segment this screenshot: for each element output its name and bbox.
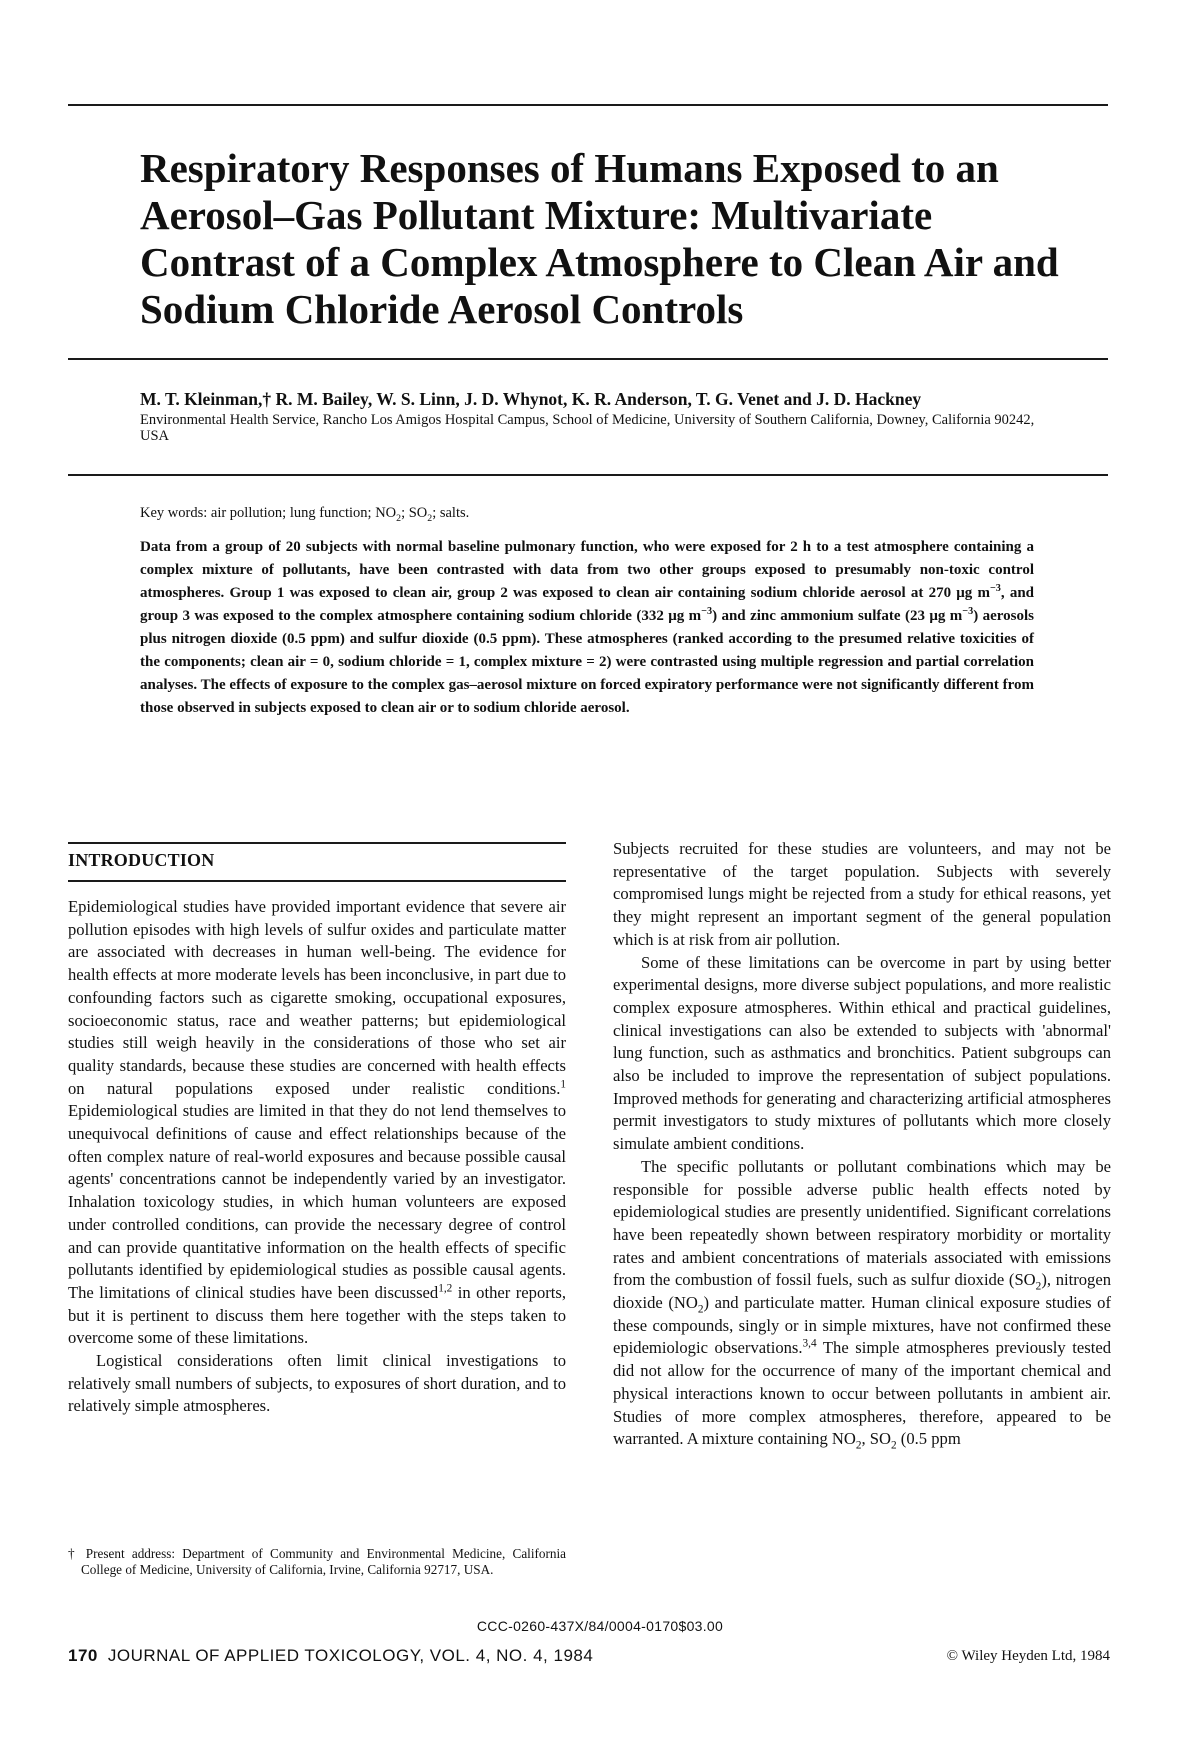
right-column (613, 838, 1111, 1451)
intro-paragraph-2: Logistical considerations often limit clinical investigations to relatively small numbers of subjects, to exposures of short duration, and to relatively simple atmospheres. (68, 1351, 566, 1416)
right-p3-part-e: , SO (861, 1429, 892, 1449)
abstract-part-1: Data from a group of 20 subjects with normal baseline pulmonary function, who were exposed for 2 h to a test atmosphere containing a complex mixture of pollutants, have been contrasted with data from two other groups exposed to presumably non-toxic control atmospheres. Group 1 was exposed to clean air, group 2 was exposed to clean air containing sodium chloride aerosol at 270 μg m (140, 539, 1034, 601)
intro-p1-sup-1: 1 (560, 1078, 566, 1091)
right-p3-sub-4: 2 (891, 1439, 897, 1452)
affiliation: Environmental Health Service, Rancho Los Amigos Hospital Campus, School of Medicine, University of Southern California, Downey, California 90242, USA (140, 412, 1035, 444)
intro-p1-sup-2: 1,2 (438, 1282, 453, 1295)
right-p3-sub-1: 2 (1035, 1280, 1042, 1293)
journal-name: JOURNAL OF APPLIED TOXICOLOGY, VOL. 4, NO. 4, 1984 (107, 1646, 594, 1665)
page-number: 170 (68, 1646, 98, 1665)
keywords (140, 505, 469, 522)
right-p3-part-a: The specific pollutants or pollutant combinations which may be responsible for possible adverse public health effects noted by epidemiological studies are presently unidentified. Significant correlations have been repeatedly shown between respiratory morbidity or mortality rates and ambient concentrations of materials associated with emissions from the combustion of fossil fuels, such as sulfur dioxide (SO (613, 1156, 1111, 1290)
abstract-part-4: ) aerosols plus nitrogen dioxide (0.5 ppm) and sulfur dioxide (0.5 ppm). These atmospheres (ranked according to the presumed relative toxicities of the components; clean air = 0, sodium chloride = 1, complex mixture = 2) were contrasted using multiple regression and partial correlation analyses. The effects of exposure to the complex gas–aerosol mixture on forced expiratory performance were not significantly different from those observed in subjects exposed to clean air or to sodium chloride aerosol. (140, 608, 1034, 716)
intro-top-rule (68, 842, 566, 844)
article-code: CCC-0260-437X/84/0004-0170$03.00 (476, 1618, 724, 1634)
keywords-sub-a: 2 (396, 512, 402, 524)
top-rule (68, 104, 1108, 106)
abstract-part-2: , and group 3 was exposed to the complex atmosphere containing sodium chloride (332 μg m (140, 585, 1035, 624)
right-p3-part-f: (0.5 ppm (896, 1429, 961, 1449)
abstract-sup-2: −3 (701, 606, 713, 617)
intro-bottom-rule (68, 880, 566, 882)
right-p3-part-d: The simple atmospheres previously tested did not allow for the occurrence of many of the important chemical and physical interactions known to occur between pollutants in ambient air. Studies of more complex atmospheres, therefore, appeared to be warranted. A mixture containing NO (613, 1338, 1111, 1449)
affiliation-rule (68, 474, 1108, 476)
right-p3-sub-2: 2 (697, 1303, 704, 1316)
article-title: Respiratory Responses of Humans Exposed to an Aerosol–Gas Pollutant Mixture: Multivariate Contrast of a Complex Atmosphere to Clean Air and Sodium Chloride Aerosol Controls (140, 145, 1059, 332)
abstract-sup-3: −3 (962, 606, 974, 617)
right-p3-part-c: ) and particulate matter. Human clinical exposure studies of these compounds, singly or in simple mixtures, have not confirmed these epidemiologic observations. (613, 1293, 1111, 1358)
footnote-text: † Present address: Department of Community and Environmental Medicine, California College of Medicine, University of California, Irvine, California 92717, USA. (68, 1546, 566, 1577)
section-heading-introduction: INTRODUCTION (68, 850, 215, 870)
page-footer-journal (68, 1646, 593, 1666)
left-column (68, 896, 566, 1418)
abstract-sup-1: −3 (989, 583, 1001, 594)
intro-paragraph-1 (68, 896, 566, 1350)
right-p3-sub-3: 2 (855, 1439, 862, 1452)
author-list: M. T. Kleinman,† R. M. Bailey, W. S. Linn, J. D. Whynot, K. R. Anderson, T. G. Venet and J. D. Hackney (140, 389, 922, 409)
right-p3-part-b: ), nitrogen dioxide (NO (613, 1270, 1111, 1313)
abstract (140, 536, 1034, 720)
intro-p1-part-c: in other reports, but it is pertinent to discuss them here together with the steps taken to overcome some of these limitations. (68, 1282, 566, 1348)
intro-p1-part-b: Epidemiological studies are limited in that they do not lend themselves to unequivocal definitions of cause and effect relationships because of the often complex nature of real-world exposures and because possible causal agents' concentrations cannot be independently varied by an investigator. Inhalation toxicology studies, in which human volunteers are exposed under controlled conditions, can provide the necessary degree of control and can provide quantitative information on the health effects of specific pollutants identified by epidemiological studies as possible causal agents. The limitations of clinical studies have been discussed (68, 1101, 566, 1302)
right-paragraph-1: Subjects recruited for these studies are volunteers, and may not be representative of the target population. Subjects with severely compromised lungs might be rejected from a study for ethical reasons, yet they might represent an important segment of the general population which is at risk from air pollution. (613, 839, 1111, 949)
intro-p1-part-a: Epidemiological studies have provided important evidence that severe air pollution episodes with high levels of sulfur oxides and particulate matter are associated with decreases in human well-being. The evidence for health effects at more moderate levels has been inconclusive, in part due to confounding factors such as cigarette smoking, occupational exposures, socioeconomic status, race and weather patterns; but epidemiological studies still weigh heavily in the considerations of those who set air quality standards, because these studies are concerned with health effects on natural populations exposed under realistic conditions. (68, 897, 566, 1098)
keywords-text-b: ; SO (401, 505, 428, 521)
footnote (68, 1546, 566, 1578)
keywords-text-a: Key words: air pollution; lung function; NO (140, 505, 397, 521)
copyright-notice: © Wiley Heyden Ltd, 1984 (946, 1648, 1110, 1664)
right-paragraph-3 (613, 1156, 1111, 1451)
title-rule (68, 358, 1108, 360)
abstract-part-3: ) and zinc ammonium sulfate (23 μg m (712, 608, 963, 624)
right-paragraph-2: Some of these limitations can be overcome in part by using better experimental designs, more diverse subject populations, and more realistic complex exposure atmospheres. Within ethical and practical guidelines, clinical investigations can also be extended to subjects with 'abnormal' lung function, such as asthmatics and bronchitics. Patient subgroups can also be included to improve the representation of subject populations. Improved methods for generating and characterizing artificial atmospheres permit investigators to study mixtures of pollutants which more closely simulate ambient conditions. (613, 952, 1111, 1154)
keywords-sub-b: 2 (427, 512, 433, 524)
right-p3-sup: 3,4 (802, 1337, 817, 1350)
keywords-text-c: ; salts. (432, 505, 470, 521)
